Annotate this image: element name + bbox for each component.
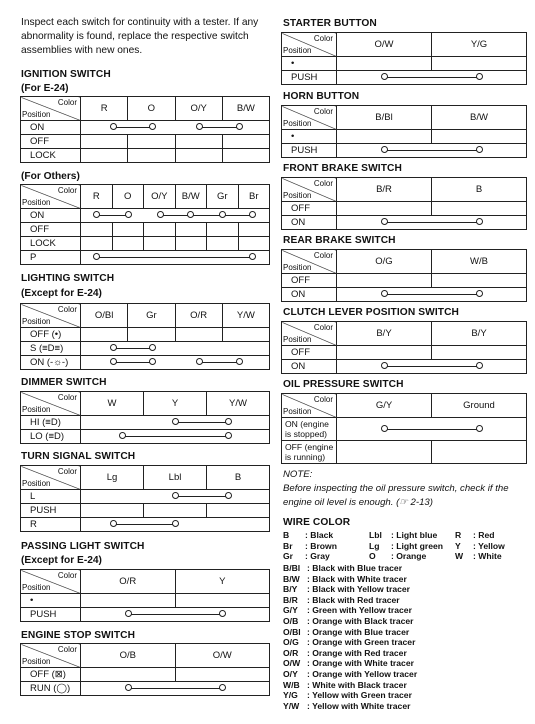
wire-meaning: : Green with Yellow tracer <box>307 605 412 616</box>
continuity-row <box>81 682 270 696</box>
wire-color-header: B <box>207 466 270 490</box>
continuity-row <box>81 430 270 444</box>
wire-meaning: : Orange with Green tracer <box>307 637 416 648</box>
wire-color-header: Y <box>144 392 207 416</box>
ignition-e24-subtitle: (For E-24) <box>21 83 69 94</box>
position-label: OFF (⊠) <box>21 668 81 682</box>
wire-code: O/R <box>283 647 299 658</box>
starter-button-table <box>281 32 527 85</box>
dimmer-switch-title: DIMMER SWITCH <box>21 377 107 388</box>
wire-color-header: O <box>112 185 144 209</box>
table-corner: Color Position <box>21 644 81 668</box>
position-label: ON <box>282 288 337 302</box>
passing-light-subtitle: (Except for E-24) <box>21 555 102 566</box>
position-label: ON <box>21 121 81 135</box>
wire-code: Y/G <box>283 690 298 701</box>
continuity-row <box>337 418 527 441</box>
lighting-subtitle: (Except for E-24) <box>21 288 102 299</box>
position-label: OFF <box>282 202 337 216</box>
wire-color-header: O/W <box>337 33 432 57</box>
continuity-row <box>81 209 270 223</box>
table-corner: Color Position <box>21 304 81 328</box>
wire-meaning: : Gray <box>305 551 330 562</box>
wire-meaning: : Orange with Black tracer <box>307 615 414 626</box>
table-corner: Color Position <box>21 392 81 416</box>
ignition-switch-title: IGNITION SWITCH <box>21 69 111 80</box>
position-label: L <box>21 490 81 504</box>
position-label: PUSH <box>282 71 337 85</box>
wire-color-header: Ground <box>432 394 527 418</box>
wire-color-header: O/W <box>175 644 270 668</box>
wire-color-header: R <box>81 97 128 121</box>
wire-color-tracer-list <box>283 563 417 711</box>
wire-code: B/Y <box>283 584 298 595</box>
wire-code: B/R <box>283 594 298 605</box>
wire-color-header: O/R <box>175 304 222 328</box>
wire-color-header: O/R <box>81 570 176 594</box>
wire-code: O/Y <box>283 668 298 679</box>
wire-meaning: : Light green <box>391 540 444 551</box>
position-label: OFF <box>282 274 337 288</box>
position-label: LOCK <box>21 149 81 163</box>
table-corner: Color Position <box>21 97 81 121</box>
position-label: PUSH <box>21 608 81 622</box>
wire-meaning: : Orange with Red tracer <box>307 647 407 658</box>
wire-meaning: : Black with Blue tracer <box>307 563 403 573</box>
wire-meaning: : Black with White tracer <box>307 573 407 584</box>
position-label: ON <box>282 360 337 374</box>
wire-color-header: B/W <box>222 97 269 121</box>
wire-color-header: Lbl <box>144 466 207 490</box>
lighting-switch-table <box>20 303 270 370</box>
wire-color-header: W/B <box>432 250 527 274</box>
turn-signal-switch-table <box>20 465 270 532</box>
passing-light-switch-table <box>20 569 270 622</box>
position-label: OFF (•) <box>21 328 81 342</box>
continuity-row <box>81 121 270 135</box>
note-label: NOTE: <box>283 469 313 480</box>
wire-color-header: G/Y <box>337 394 432 418</box>
wire-color-header: O <box>128 97 175 121</box>
wire-code: Y <box>455 540 461 551</box>
wire-meaning: : Black <box>305 530 334 540</box>
wire-code: Gr <box>283 551 294 562</box>
oil-pressure-switch-title: OIL PRESSURE SWITCH <box>283 379 404 390</box>
intro-text: Inspect each switch for continuity with a tester. If any abnormality is found, replace the respective switch assemblies with new ones. <box>21 17 259 56</box>
wire-color-header: B/Y <box>432 322 527 346</box>
wire-code: B/W <box>283 573 300 584</box>
position-label: R <box>21 518 81 532</box>
wire-color-header: B/W <box>432 106 527 130</box>
continuity-row <box>81 608 270 622</box>
ignition-others-table <box>20 184 270 265</box>
table-corner: Color Position <box>282 394 337 418</box>
position-label: ON <box>282 216 337 230</box>
wire-code: Y/W <box>283 700 300 711</box>
dimmer-switch-table <box>20 391 270 444</box>
passing-light-switch-title: PASSING LIGHT SWITCH <box>21 541 145 552</box>
position-label: LOCK <box>21 237 81 251</box>
wire-meaning: : Black with Yellow tracer <box>307 584 411 595</box>
position-label: P <box>21 251 81 265</box>
wire-meaning: : Orange with Yellow tracer <box>307 668 418 679</box>
wire-code: B/Bl <box>283 563 301 573</box>
wire-code: W/B <box>283 679 300 690</box>
wire-color-header: W <box>81 392 144 416</box>
wire-meaning: : Yellow with Green tracer <box>307 690 412 701</box>
position-label: LO (≡D) <box>21 430 81 444</box>
wire-code: Br <box>283 540 293 551</box>
rear-brake-switch-table <box>281 249 527 302</box>
continuity-row <box>337 71 527 85</box>
wire-code: O/W <box>283 658 301 669</box>
table-corner: Color Position <box>21 570 81 594</box>
wire-meaning: : Yellow with White tracer <box>307 700 411 711</box>
wire-meaning: : Orange <box>391 551 427 562</box>
continuity-row <box>337 360 527 374</box>
wire-meaning: : Brown <box>305 540 337 551</box>
wire-color-header: Y/G <box>432 33 527 57</box>
table-corner: Color Position <box>21 185 81 209</box>
horn-button-table <box>281 105 527 158</box>
wire-meaning: : Light blue <box>391 530 438 540</box>
turn-signal-switch-title: TURN SIGNAL SWITCH <box>21 451 136 462</box>
wire-code: Lbl <box>369 530 382 540</box>
clutch-lever-switch-table <box>281 321 527 374</box>
wire-color-header: Gr <box>128 304 175 328</box>
wire-meaning: : White with Black tracer <box>307 679 407 690</box>
table-corner: Color Position <box>21 466 81 490</box>
continuity-row <box>337 288 527 302</box>
position-label: OFF (engine is running) <box>282 441 337 464</box>
rear-brake-switch-title: REAR BRAKE SWITCH <box>283 235 396 246</box>
continuity-row <box>81 490 270 504</box>
wire-color-header: O/B <box>81 644 176 668</box>
wire-code: B <box>283 530 290 540</box>
note <box>283 468 529 510</box>
position-label: ON (engine is stopped) <box>282 418 337 441</box>
wire-code: W <box>455 551 464 562</box>
wire-code: R <box>455 530 462 540</box>
continuity-row <box>81 356 270 370</box>
wire-meaning: : Yellow <box>473 540 505 551</box>
wire-color-basic-list <box>283 530 529 562</box>
table-corner: Color Position <box>282 178 337 202</box>
position-label: S (≡D≡) <box>21 342 81 356</box>
continuity-row <box>81 416 270 430</box>
starter-button-title: STARTER BUTTON <box>283 18 377 29</box>
oil-pressure-switch-table <box>281 393 527 464</box>
position-label: • <box>282 130 337 144</box>
wire-color-header: Lg <box>81 466 144 490</box>
position-label: HI (≡D) <box>21 416 81 430</box>
wire-color-header: R <box>81 185 113 209</box>
wire-color-header: B/W <box>175 185 207 209</box>
continuity-row <box>81 251 270 265</box>
front-brake-switch-title: FRONT BRAKE SWITCH <box>283 163 402 174</box>
wire-meaning: : Orange with Blue tracer <box>307 626 410 637</box>
wire-color-title: WIRE COLOR <box>283 517 351 528</box>
wire-meaning: : Red <box>473 530 495 540</box>
position-label: OFF <box>21 135 81 149</box>
wire-color-header: O/Y <box>175 97 222 121</box>
wire-meaning: : Orange with White tracer <box>307 658 414 669</box>
note-text: Before inspecting the oil pressure switch, check if the engine oil level is enough. (☞ 2-13) <box>283 483 509 508</box>
wire-color-header: O/G <box>337 250 432 274</box>
wire-color-header: B <box>432 178 527 202</box>
engine-stop-switch-table <box>20 643 270 696</box>
wire-code: G/Y <box>283 605 298 616</box>
wire-code: O/B <box>283 615 299 626</box>
ignition-e24-table <box>20 96 270 163</box>
table-corner: Color Position <box>282 250 337 274</box>
continuity-row <box>337 144 527 158</box>
position-label: OFF <box>21 223 81 237</box>
table-corner: Color Position <box>282 322 337 346</box>
lighting-switch-title: LIGHTING SWITCH <box>21 273 115 284</box>
wire-color-header: O/Bl <box>81 304 128 328</box>
position-label: • <box>21 594 81 608</box>
position-label: RUN (◯) <box>21 682 81 696</box>
wire-code: O/G <box>283 637 299 648</box>
wire-color-header: Gr <box>207 185 239 209</box>
continuity-row <box>337 216 527 230</box>
continuity-row <box>81 342 270 356</box>
position-label: ON <box>21 209 81 223</box>
table-corner: Color Position <box>282 33 337 57</box>
position-label: PUSH <box>282 144 337 158</box>
wire-code: O <box>369 551 376 562</box>
position-label: ON (-☼-) <box>21 356 81 370</box>
wire-color-header: B/R <box>337 178 432 202</box>
front-brake-switch-table <box>281 177 527 230</box>
table-corner: Color Position <box>282 106 337 130</box>
position-label: • <box>282 57 337 71</box>
wire-color-header: Y/W <box>222 304 269 328</box>
engine-stop-switch-title: ENGINE STOP SWITCH <box>21 630 136 641</box>
position-label: OFF <box>282 346 337 360</box>
horn-button-title: HORN BUTTON <box>283 91 360 102</box>
clutch-lever-switch-title: CLUTCH LEVER POSITION SWITCH <box>283 307 459 318</box>
continuity-row <box>81 518 270 532</box>
wire-color-header: Y <box>175 570 270 594</box>
wire-meaning: : Black with Red tracer <box>307 594 400 605</box>
ignition-others-subtitle: (For Others) <box>21 171 80 182</box>
wire-color-header: B/Bl <box>337 106 432 130</box>
wire-code: Lg <box>369 540 380 551</box>
wire-color-header: O/Y <box>144 185 176 209</box>
position-label: PUSH <box>21 504 81 518</box>
wire-color-header: B/Y <box>337 322 432 346</box>
wire-color-header: Y/W <box>207 392 270 416</box>
wire-meaning: : White <box>473 551 502 562</box>
wire-code: O/Bl <box>283 626 301 637</box>
wire-color-header: Br <box>238 185 270 209</box>
